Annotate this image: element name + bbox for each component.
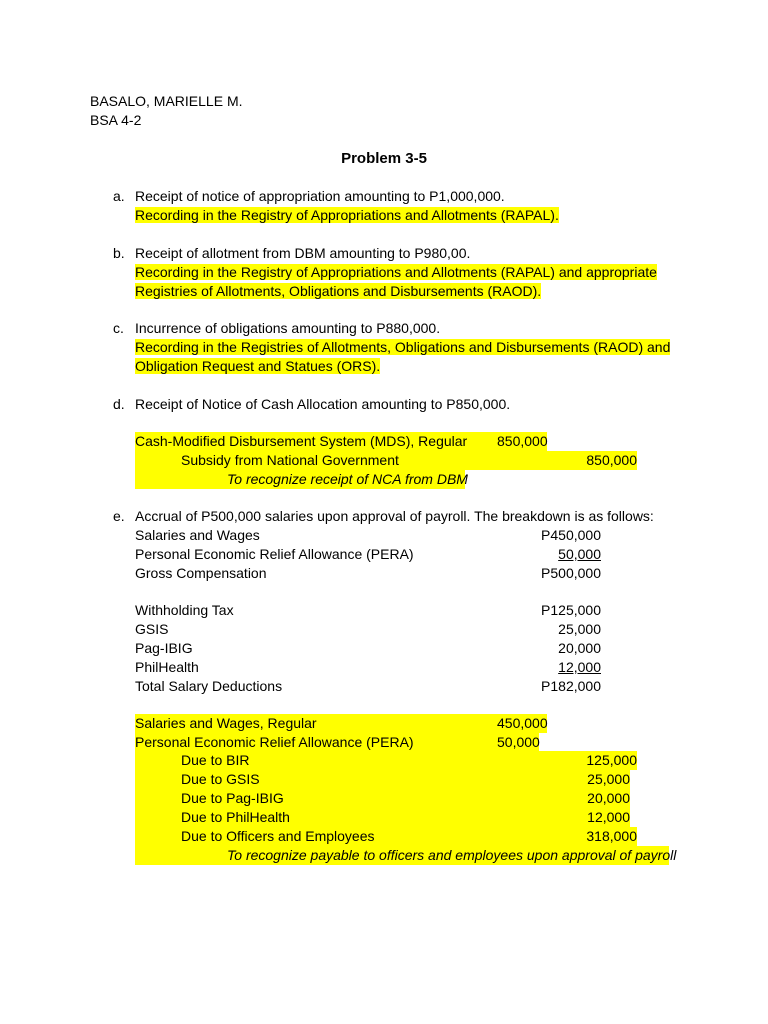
entry-e-debit-account: Salaries and Wages, Regular (135, 715, 317, 731)
entry-e-credit-account: Due to Pag-IBIG (181, 790, 284, 806)
item-c-letter: c. (113, 320, 124, 336)
item-b-answer-line-1: Recording in the Registry of Appropriations and Allotments (RAPAL) and appropriate (135, 264, 657, 280)
item-a-answer: Recording in the Registry of Appropriations and Allotments (RAPAL). (135, 207, 559, 223)
entry-e-credit-row (135, 827, 637, 846)
comp-amount: P450,000 (541, 527, 601, 543)
comp-amount: 50,000 (558, 546, 601, 562)
entry-e-credit-account: Due to PhilHealth (181, 809, 290, 825)
entry-e-debit-amount: 450,000 (497, 715, 548, 731)
item-b-answer-line-2: Registries of Allotments, Obligations and Disbursements (RAOD). (135, 283, 542, 299)
deduction-label: Withholding Tax (135, 602, 234, 618)
entry-e-credit-amount: 20,000 (587, 790, 630, 806)
entry-e-debit-amount: 50,000 (497, 734, 540, 750)
item-d-letter: d. (113, 396, 125, 412)
entry-e-debit-account: Personal Economic Relief Allowance (PERA) (135, 734, 414, 750)
deduction-label: Total Salary Deductions (135, 678, 283, 694)
item-c-text: Incurrence of obligations amounting to P880,000. (135, 320, 441, 336)
comp-amount: P500,000 (541, 565, 601, 581)
entry-e-explanation: To recognize payable to officers and employees upon approval of payroll (227, 847, 677, 863)
comp-label: Salaries and Wages (135, 527, 260, 543)
entry-e-credit-amount: 318,000 (586, 828, 637, 844)
deduction-amount: P125,000 (541, 602, 601, 618)
comp-label: Personal Economic Relief Allowance (PERA) (135, 546, 414, 562)
item-c-answer-line-1: Recording in the Registries of Allotments, Obligations and Disbursements (RAOD) and (135, 339, 671, 355)
student-section: BSA 4-2 (90, 112, 142, 128)
deduction-amount: P182,000 (541, 678, 601, 694)
deduction-label: Pag-IBIG (135, 640, 193, 656)
deduction-amount: 20,000 (558, 640, 601, 656)
entry-e-credit-row (135, 751, 637, 770)
entry-d-explanation: To recognize receipt of NCA from DBM (227, 471, 468, 487)
entry-e-credit-account: Due to GSIS (181, 771, 260, 787)
entry-d-credit-row (135, 451, 637, 470)
deduction-label: GSIS (135, 621, 169, 637)
entry-e-credit-row (135, 770, 630, 789)
comp-label: Gross Compensation (135, 565, 267, 581)
entry-d-credit-amount: 850,000 (586, 452, 637, 468)
entry-e-credit-row (135, 808, 630, 827)
entry-d-debit-account: Cash-Modified Disbursement System (MDS), Regular (135, 433, 468, 449)
entry-d-debit-amount: 850,000 (497, 433, 548, 449)
item-b-letter: b. (113, 245, 125, 261)
item-a-text: Receipt of notice of appropriation amounting to P1,000,000. (135, 188, 505, 204)
deduction-amount: 12,000 (558, 659, 601, 675)
entry-e-credit-amount: 12,000 (587, 809, 630, 825)
entry-e-debit-row (135, 714, 547, 733)
deduction-label: PhilHealth (135, 659, 199, 675)
item-e-text: Accrual of P500,000 salaries upon approval of payroll. The breakdown is as follows: (135, 508, 654, 524)
item-b-text: Receipt of allotment from DBM amounting to P980,00. (135, 245, 471, 261)
entry-d-explanation-row (135, 470, 468, 489)
entry-e-credit-row (135, 789, 630, 808)
entry-e-credit-amount: 25,000 (587, 771, 630, 787)
entry-e-credit-account: Due to Officers and Employees (181, 828, 375, 844)
student-name: BASALO, MARIELLE M. (90, 93, 243, 109)
entry-e-explanation-row (135, 846, 677, 865)
item-d-text: Receipt of Notice of Cash Allocation amounting to P850,000. (135, 396, 511, 412)
item-e-letter: e. (113, 508, 125, 524)
entry-e-credit-account: Due to BIR (181, 752, 250, 768)
entry-e-credit-amount: 125,000 (586, 752, 637, 768)
item-c-answer-line-2: Obligation Request and Statues (ORS). (135, 358, 381, 374)
entry-e-debit-row (135, 733, 539, 752)
item-a-letter: a. (113, 188, 125, 204)
entry-d-debit-row (135, 432, 547, 451)
entry-d-credit-account: Subsidy from National Government (181, 452, 399, 468)
deduction-amount: 25,000 (558, 621, 601, 637)
problem-title: Problem 3-5 (341, 150, 427, 167)
